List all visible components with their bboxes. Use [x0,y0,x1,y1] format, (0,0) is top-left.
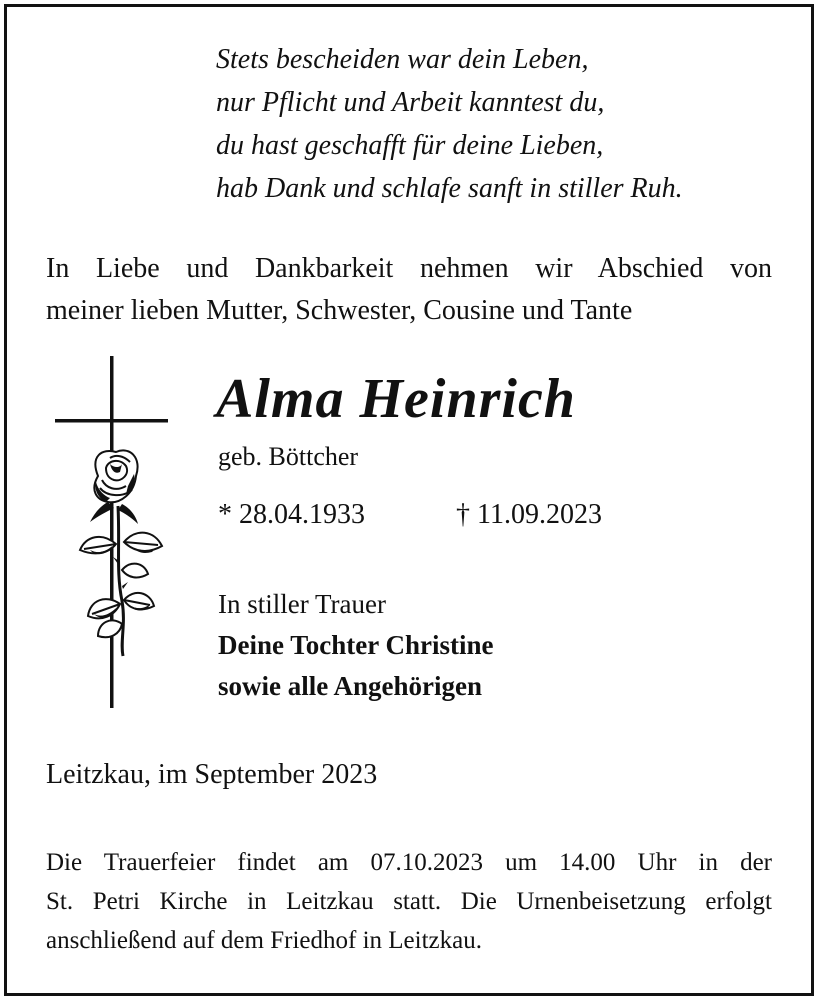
intro-line: meiner lieben Mutter, Schwester, Cousine und Tante [46,295,633,326]
mourning-intro: In stiller Trauer [218,589,386,619]
poem-line: nur Pflicht und Arbeit kanntest du, [216,87,605,118]
poem-line: du hast geschafft für deine Lieben, [216,130,604,161]
death-date: † 11.09.2023 [456,499,602,530]
poem [216,38,683,210]
service-line: Die Trauerfeier findet am 07.10.2023 um 14.00 Uhr in der [46,849,772,876]
service-line: anschließend auf dem Friedhof in Leitzkau. [46,927,482,954]
service-line: St. Petri Kirche in Leitzkau statt. Die Urnenbeisetzung erfolgt [46,888,772,915]
mourner-name: sowie alle Angehörigen [218,671,482,701]
maiden-name: geb. Böttcher [218,442,359,471]
intro-line: In Liebe und Dankbarkeit nehmen wir Abschied von [46,253,772,284]
place-and-date: Leitzkau, im September 2023 [46,759,378,790]
mourner-name: Deine Tochter Christine [218,630,494,660]
deceased-name: Alma Heinrich [216,368,576,430]
poem-line: hab Dank und schlafe sanft in stiller Ruh. [216,173,683,204]
birth-date: * 28.04.1933 [218,499,365,530]
cross-with-rose-icon [50,356,174,712]
poem-line: Stets bescheiden war dein Leben, [216,44,589,75]
service-info [46,843,772,960]
intro-text [46,248,772,332]
